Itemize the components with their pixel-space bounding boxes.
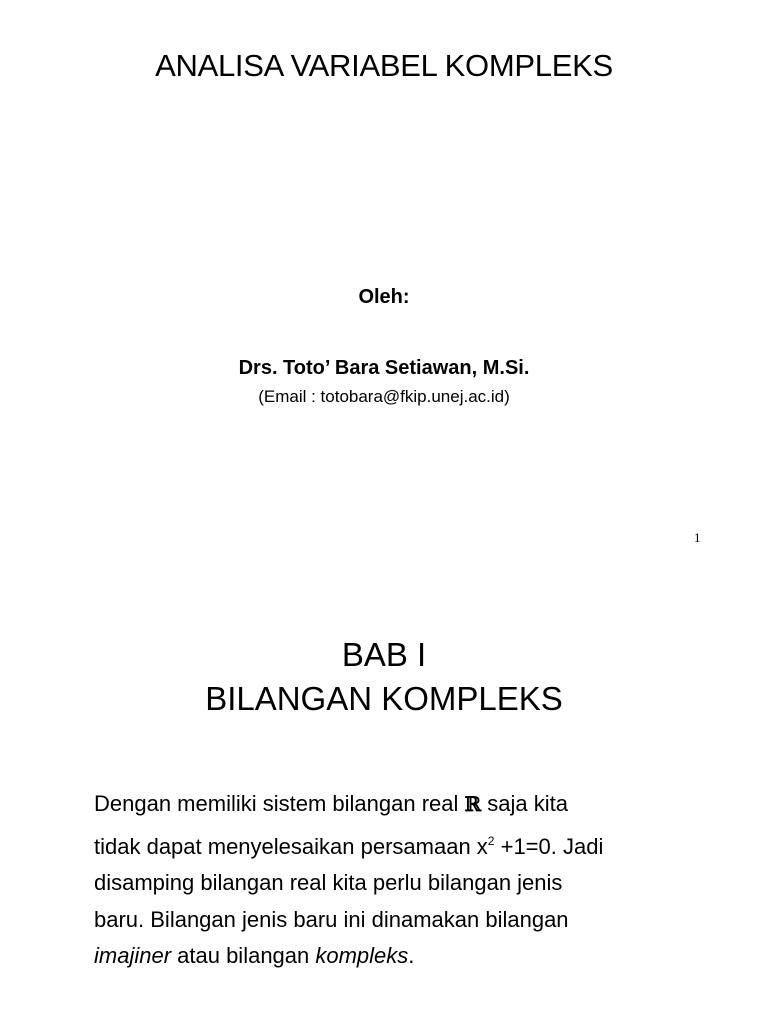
paragraph-line-2 [94, 823, 734, 866]
author-name: Drs. Toto’ Bara Setiawan, M.Si. [238, 357, 530, 379]
paragraph-text: atau bilangan [171, 943, 316, 968]
real-numbers-symbol: ℝ [464, 792, 482, 816]
paragraph-line-5 [94, 938, 734, 975]
chapter-heading [0, 633, 768, 721]
paragraph-line-3: disamping bilangan real kita perlu bilangan jenis [94, 870, 563, 895]
chapter-number: BAB I [341, 636, 427, 673]
paragraph-line-1 [94, 786, 734, 823]
paragraph-text: Dengan memiliki sistem bilangan real [94, 791, 465, 816]
author-by-label: Oleh: [358, 286, 410, 308]
document-title: ANALISA VARIABEL KOMPLEKS [155, 48, 613, 83]
paragraph-text: +1=0. Jadi [494, 833, 604, 859]
paragraph-line-4: baru. Bilangan jenis baru ini dinamakan bilangan [94, 906, 569, 932]
intro-paragraph [94, 786, 734, 975]
paragraph-text: tidak dapat menyelesaikan persamaan x [94, 833, 488, 859]
author-email: (Email : totobara@fkip.unej.ac.id) [258, 387, 510, 406]
chapter-title: BILANGAN KOMPLEKS [205, 680, 563, 717]
paragraph-text: saja kita [481, 791, 568, 816]
term-kompleks: kompleks [315, 943, 409, 968]
term-imajiner: imajiner [94, 943, 172, 968]
paragraph-text: . [408, 943, 415, 968]
page-number: 1 [694, 530, 701, 545]
exponent: 2 [487, 833, 495, 848]
